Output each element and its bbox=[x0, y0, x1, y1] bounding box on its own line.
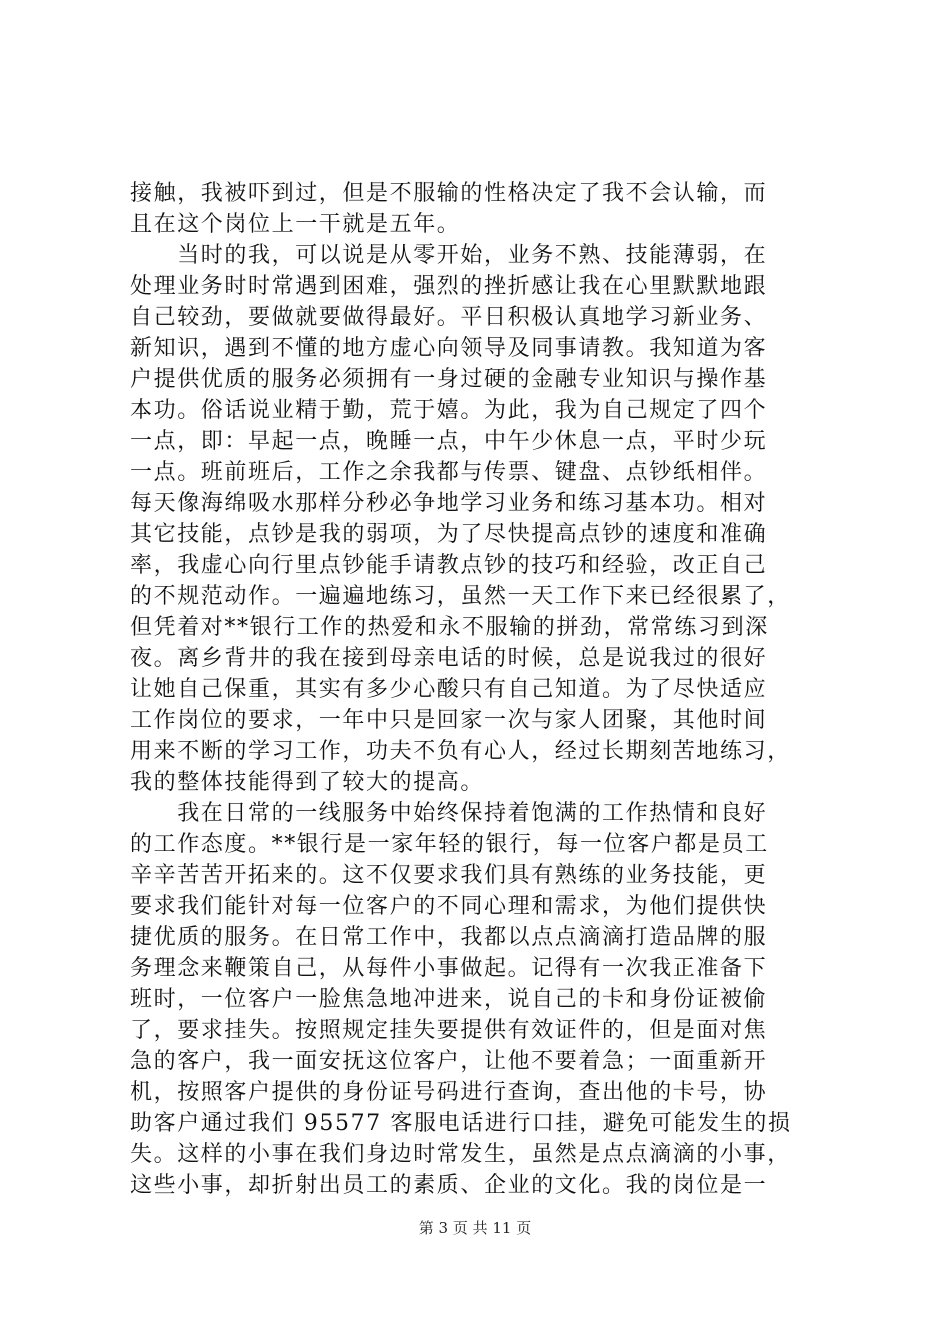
text-line: 自己较劲，要做就要做得最好。平日积极认真地学习新业务、 bbox=[130, 305, 768, 330]
text-line: 但凭着对**银行工作的热爱和永不服输的拼劲，常常练习到深 bbox=[130, 615, 769, 640]
text-line: 辛辛苦苦开拓来的。这不仅要求我们具有熟练的业务技能，更 bbox=[130, 863, 768, 888]
text-line: 助客户通过我们 95577 客服电话进行口挂，避免可能发生的损 bbox=[130, 1111, 792, 1136]
text-line: 其它技能，点钞是我的弱项，为了尽快提高点钞的速度和准确 bbox=[130, 522, 768, 547]
text-line: 这些小事，却折射出员工的素质、企业的文化。我的岗位是一 bbox=[130, 1173, 768, 1198]
page-number-footer: 第 3 页 共 11 页 bbox=[418, 1219, 532, 1237]
text-line: 新知识，遇到不懂的地方虚心向领导及同事请教。我知道为客 bbox=[130, 336, 768, 361]
text-line: 的不规范动作。一遍遍地练习，虽然一天工作下来已经很累了， bbox=[130, 584, 791, 609]
text-line: 班时，一位客户一脸焦急地冲进来，说自己的卡和身份证被偷 bbox=[130, 987, 768, 1012]
text-line: 用来不断的学习工作，功夫不负有心人，经过长期刻苦地练习， bbox=[130, 739, 791, 764]
text-line: 一点，即：早起一点，晚睡一点，中午少休息一点，平时少玩 bbox=[130, 429, 768, 454]
text-line: 且在这个岗位上一干就是五年。 bbox=[130, 212, 461, 237]
text-line: 我在日常的一线服务中始终保持着饱满的工作热情和良好 bbox=[130, 801, 768, 826]
text-line: 夜。离乡背井的我在接到母亲电话的时候，总是说我过的很好 bbox=[130, 646, 768, 671]
text-line: 急的客户，我一面安抚这位客户，让他不要着急；一面重新开 bbox=[130, 1049, 768, 1074]
text-line: 的工作态度。**银行是一家年轻的银行，每一位客户都是员工 bbox=[130, 832, 769, 857]
body-text bbox=[130, 178, 822, 1201]
text-line: 机，按照客户提供的身份证号码进行查询，查出他的卡号，协 bbox=[130, 1080, 768, 1105]
text-line: 户提供优质的服务必须拥有一身过硬的金融专业知识与操作基 bbox=[130, 367, 768, 392]
text-line: 务理念来鞭策自己，从每件小事做起。记得有一次我正准备下 bbox=[130, 956, 768, 981]
text-line: 率，我虚心向行里点钞能手请教点钞的技巧和经验，改正自己 bbox=[130, 553, 768, 578]
text-line: 要求我们能针对每一位客户的不同心理和需求，为他们提供快 bbox=[130, 894, 768, 919]
text-line: 捷优质的服务。在日常工作中，我都以点点滴滴打造品牌的服 bbox=[130, 925, 768, 950]
text-line: 了，要求挂失。按照规定挂失要提供有效证件的，但是面对焦 bbox=[130, 1018, 768, 1043]
text-line: 处理业务时时常遇到困难，强烈的挫折感让我在心里默默地跟 bbox=[130, 274, 768, 299]
text-line: 每天像海绵吸水那样分秒必争地学习业务和练习基本功。相对 bbox=[130, 491, 768, 516]
text-line: 让她自己保重，其实有多少心酸只有自己知道。为了尽快适应 bbox=[130, 677, 768, 702]
text-line: 当时的我，可以说是从零开始，业务不熟、技能薄弱，在 bbox=[130, 243, 768, 268]
text-line: 一点。班前班后，工作之余我都与传票、键盘、点钞纸相伴。 bbox=[130, 460, 768, 485]
text-line: 接触，我被吓到过，但是不服输的性格决定了我不会认输，而 bbox=[130, 181, 768, 206]
text-line: 工作岗位的要求，一年中只是回家一次与家人团聚，其他时间 bbox=[130, 708, 768, 733]
text-line: 本功。俗话说业精于勤，荒于嬉。为此，我为自己规定了四个 bbox=[130, 398, 768, 423]
text-line: 我的整体技能得到了较大的提高。 bbox=[130, 770, 485, 795]
text-line: 失。这样的小事在我们身边时常发生，虽然是点点滴滴的小事， bbox=[130, 1142, 791, 1167]
